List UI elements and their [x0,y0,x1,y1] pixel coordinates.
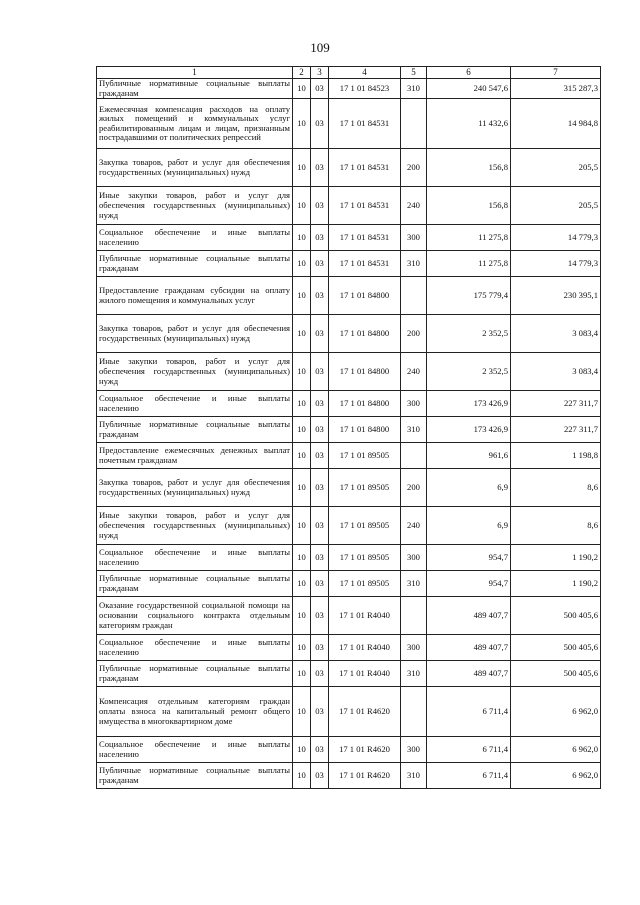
row-subsection-cell: 03 [311,597,329,635]
row-section-cell: 10 [293,315,311,353]
row-subsection-cell: 03 [311,277,329,315]
row-target-article-cell: 17 1 01 R4620 [329,763,401,789]
row-expense-type-cell: 200 [401,149,427,187]
row-name-cell: Публичные нормативные социальные выплаты гражданам [97,251,293,277]
row-target-article-cell: 17 1 01 84800 [329,315,401,353]
table-row [97,737,601,763]
row-amount-year2-cell: 227 311,7 [511,391,601,417]
row-amount-year2-cell: 6 962,0 [511,737,601,763]
row-name-cell: Закупка товаров, работ и услуг для обеспечения государственных (муниципальных) нужд [97,315,293,353]
row-subsection-cell: 03 [311,469,329,507]
row-target-article-cell: 17 1 01 R4040 [329,597,401,635]
row-subsection-cell: 03 [311,443,329,469]
row-section-cell: 10 [293,79,311,99]
table-row [97,99,601,149]
row-subsection-cell: 03 [311,571,329,597]
row-target-article-cell: 17 1 01 84531 [329,149,401,187]
row-amount-year1-cell: 11 275,8 [427,225,511,251]
row-name-cell: Закупка товаров, работ и услуг для обеспечения государственных (муниципальных) нужд [97,149,293,187]
row-target-article-cell: 17 1 01 R4040 [329,661,401,687]
row-amount-year1-cell: 156,8 [427,187,511,225]
table-row [97,315,601,353]
row-target-article-cell: 17 1 01 89505 [329,507,401,545]
row-name-cell: Публичные нормативные социальные выплаты гражданам [97,571,293,597]
row-subsection-cell: 03 [311,225,329,251]
row-amount-year2-cell: 1 198,8 [511,443,601,469]
column-header-6: 6 [427,67,511,79]
table-row [97,571,601,597]
row-name-cell: Иные закупки товаров, работ и услуг для обеспечения государственных (муниципальных) нужд [97,353,293,391]
table-row [97,251,601,277]
row-subsection-cell: 03 [311,391,329,417]
row-target-article-cell: 17 1 01 84531 [329,99,401,149]
row-expense-type-cell [401,99,427,149]
row-section-cell: 10 [293,661,311,687]
row-expense-type-cell: 240 [401,507,427,545]
row-amount-year2-cell: 205,5 [511,149,601,187]
row-subsection-cell: 03 [311,417,329,443]
column-header-5: 5 [401,67,427,79]
row-subsection-cell: 03 [311,187,329,225]
row-section-cell: 10 [293,737,311,763]
row-name-cell: Ежемесячная компенсация расходов на оплату жилых помещений и коммунальных услуг реабилитированным лицам и лицам, признанным пострадавшими от политических репрессий [97,99,293,149]
row-name-cell: Публичные нормативные социальные выплаты гражданам [97,417,293,443]
row-section-cell: 10 [293,687,311,737]
row-section-cell: 10 [293,507,311,545]
row-amount-year1-cell: 6 711,4 [427,763,511,789]
row-section-cell: 10 [293,149,311,187]
row-amount-year2-cell: 6 962,0 [511,763,601,789]
row-expense-type-cell: 300 [401,737,427,763]
row-target-article-cell: 17 1 01 84531 [329,225,401,251]
column-header-7: 7 [511,67,601,79]
row-expense-type-cell: 310 [401,763,427,789]
row-section-cell: 10 [293,353,311,391]
row-amount-year1-cell: 489 407,7 [427,635,511,661]
row-amount-year2-cell: 8,6 [511,507,601,545]
table-row [97,417,601,443]
row-target-article-cell: 17 1 01 84800 [329,353,401,391]
row-amount-year2-cell: 14 984,8 [511,99,601,149]
row-amount-year2-cell: 3 083,4 [511,353,601,391]
row-amount-year1-cell: 156,8 [427,149,511,187]
row-amount-year1-cell: 11 432,6 [427,99,511,149]
row-section-cell: 10 [293,187,311,225]
table-row [97,187,601,225]
row-amount-year1-cell: 173 426,9 [427,391,511,417]
row-section-cell: 10 [293,225,311,251]
column-header-3: 3 [311,67,329,79]
row-expense-type-cell [401,277,427,315]
row-subsection-cell: 03 [311,251,329,277]
row-subsection-cell: 03 [311,507,329,545]
column-header-2: 2 [293,67,311,79]
table-row [97,635,601,661]
page-number: 109 [310,40,330,55]
row-name-cell: Закупка товаров, работ и услуг для обеспечения государственных (муниципальных) нужд [97,469,293,507]
row-section-cell: 10 [293,443,311,469]
row-amount-year2-cell: 3 083,4 [511,315,601,353]
row-expense-type-cell: 240 [401,353,427,391]
column-header-1: 1 [97,67,293,79]
row-expense-type-cell: 310 [401,571,427,597]
row-target-article-cell: 17 1 01 84531 [329,251,401,277]
row-expense-type-cell: 310 [401,79,427,99]
row-amount-year2-cell: 6 962,0 [511,687,601,737]
row-target-article-cell: 17 1 01 89505 [329,469,401,507]
row-amount-year2-cell: 500 405,6 [511,597,601,635]
row-expense-type-cell: 300 [401,391,427,417]
row-subsection-cell: 03 [311,353,329,391]
table-row [97,763,601,789]
row-amount-year1-cell: 489 407,7 [427,661,511,687]
row-amount-year1-cell: 489 407,7 [427,597,511,635]
table-row [97,391,601,417]
row-section-cell: 10 [293,277,311,315]
row-amount-year1-cell: 954,7 [427,545,511,571]
row-subsection-cell: 03 [311,661,329,687]
row-name-cell: Иные закупки товаров, работ и услуг для обеспечения государственных (муниципальных) нужд [97,507,293,545]
row-expense-type-cell: 300 [401,225,427,251]
row-amount-year2-cell: 1 190,2 [511,545,601,571]
row-amount-year2-cell: 8,6 [511,469,601,507]
row-section-cell: 10 [293,469,311,507]
row-section-cell: 10 [293,545,311,571]
row-amount-year2-cell: 205,5 [511,187,601,225]
row-section-cell: 10 [293,417,311,443]
row-name-cell: Социальное обеспечение и иные выплаты населению [97,737,293,763]
table-row [97,149,601,187]
column-header-4: 4 [329,67,401,79]
row-amount-year1-cell: 961,6 [427,443,511,469]
row-expense-type-cell: 310 [401,417,427,443]
row-amount-year2-cell: 500 405,6 [511,635,601,661]
table-header-row [97,67,601,79]
table-row [97,225,601,251]
row-target-article-cell: 17 1 01 89505 [329,571,401,597]
table-row [97,507,601,545]
row-amount-year2-cell: 227 311,7 [511,417,601,443]
row-target-article-cell: 17 1 01 89505 [329,545,401,571]
row-amount-year2-cell: 14 779,3 [511,251,601,277]
row-expense-type-cell: 200 [401,315,427,353]
row-amount-year1-cell: 240 547,6 [427,79,511,99]
row-name-cell: Публичные нормативные социальные выплаты гражданам [97,79,293,99]
row-name-cell: Социальное обеспечение и иные выплаты населению [97,635,293,661]
row-name-cell: Иные закупки товаров, работ и услуг для обеспечения государственных (муниципальных) нужд [97,187,293,225]
row-subsection-cell: 03 [311,99,329,149]
table-row [97,469,601,507]
row-expense-type-cell: 310 [401,661,427,687]
row-expense-type-cell: 310 [401,251,427,277]
row-amount-year1-cell: 954,7 [427,571,511,597]
row-target-article-cell: 17 1 01 89505 [329,443,401,469]
row-section-cell: 10 [293,391,311,417]
row-target-article-cell: 17 1 01 84523 [329,79,401,99]
row-target-article-cell: 17 1 01 84800 [329,391,401,417]
row-subsection-cell: 03 [311,545,329,571]
row-amount-year1-cell: 6 711,4 [427,687,511,737]
row-target-article-cell: 17 1 01 R4620 [329,687,401,737]
row-expense-type-cell: 300 [401,545,427,571]
table-row [97,661,601,687]
table-row [97,687,601,737]
table-body [97,79,601,789]
row-target-article-cell: 17 1 01 84800 [329,417,401,443]
table-row [97,79,601,99]
row-expense-type-cell [401,597,427,635]
row-target-article-cell: 17 1 01 R4040 [329,635,401,661]
row-target-article-cell: 17 1 01 R4620 [329,737,401,763]
row-subsection-cell: 03 [311,315,329,353]
table-row [97,545,601,571]
row-section-cell: 10 [293,99,311,149]
row-amount-year2-cell: 500 405,6 [511,661,601,687]
row-amount-year2-cell: 315 287,3 [511,79,601,99]
table-row [97,353,601,391]
row-amount-year1-cell: 173 426,9 [427,417,511,443]
row-section-cell: 10 [293,763,311,789]
row-amount-year1-cell: 2 352,5 [427,353,511,391]
budget-table [96,66,601,789]
row-name-cell: Социальное обеспечение и иные выплаты населению [97,225,293,251]
table-row [97,277,601,315]
row-expense-type-cell: 240 [401,187,427,225]
row-amount-year1-cell: 6 711,4 [427,737,511,763]
row-amount-year2-cell: 230 395,1 [511,277,601,315]
table-row [97,597,601,635]
row-target-article-cell: 17 1 01 84531 [329,187,401,225]
row-expense-type-cell: 300 [401,635,427,661]
row-name-cell: Публичные нормативные социальные выплаты гражданам [97,661,293,687]
row-name-cell: Компенсация отдельным категориям граждан оплаты взноса на капитальный ремонт общего имущества в многоквартирном доме [97,687,293,737]
row-subsection-cell: 03 [311,763,329,789]
row-amount-year1-cell: 11 275,8 [427,251,511,277]
row-subsection-cell: 03 [311,149,329,187]
row-name-cell: Публичные нормативные социальные выплаты гражданам [97,763,293,789]
row-name-cell: Социальное обеспечение и иные выплаты населению [97,391,293,417]
row-subsection-cell: 03 [311,79,329,99]
row-section-cell: 10 [293,571,311,597]
row-expense-type-cell [401,443,427,469]
row-name-cell: Предоставление ежемесячных денежных выплат почетным гражданам [97,443,293,469]
row-name-cell: Социальное обеспечение и иные выплаты населению [97,545,293,571]
row-expense-type-cell [401,687,427,737]
row-expense-type-cell: 200 [401,469,427,507]
row-name-cell: Предоставление гражданам субсидии на оплату жилого помещения и коммунальных услуг [97,277,293,315]
row-amount-year1-cell: 6,9 [427,507,511,545]
row-subsection-cell: 03 [311,687,329,737]
row-target-article-cell: 17 1 01 84800 [329,277,401,315]
row-section-cell: 10 [293,635,311,661]
row-amount-year2-cell: 1 190,2 [511,571,601,597]
row-subsection-cell: 03 [311,635,329,661]
row-amount-year1-cell: 6,9 [427,469,511,507]
table-row [97,443,601,469]
row-amount-year1-cell: 175 779,4 [427,277,511,315]
row-name-cell: Оказание государственной социальной помощи на основании социального контракта отдельным категориям граждан [97,597,293,635]
row-section-cell: 10 [293,597,311,635]
row-section-cell: 10 [293,251,311,277]
row-subsection-cell: 03 [311,737,329,763]
row-amount-year2-cell: 14 779,3 [511,225,601,251]
row-amount-year1-cell: 2 352,5 [427,315,511,353]
